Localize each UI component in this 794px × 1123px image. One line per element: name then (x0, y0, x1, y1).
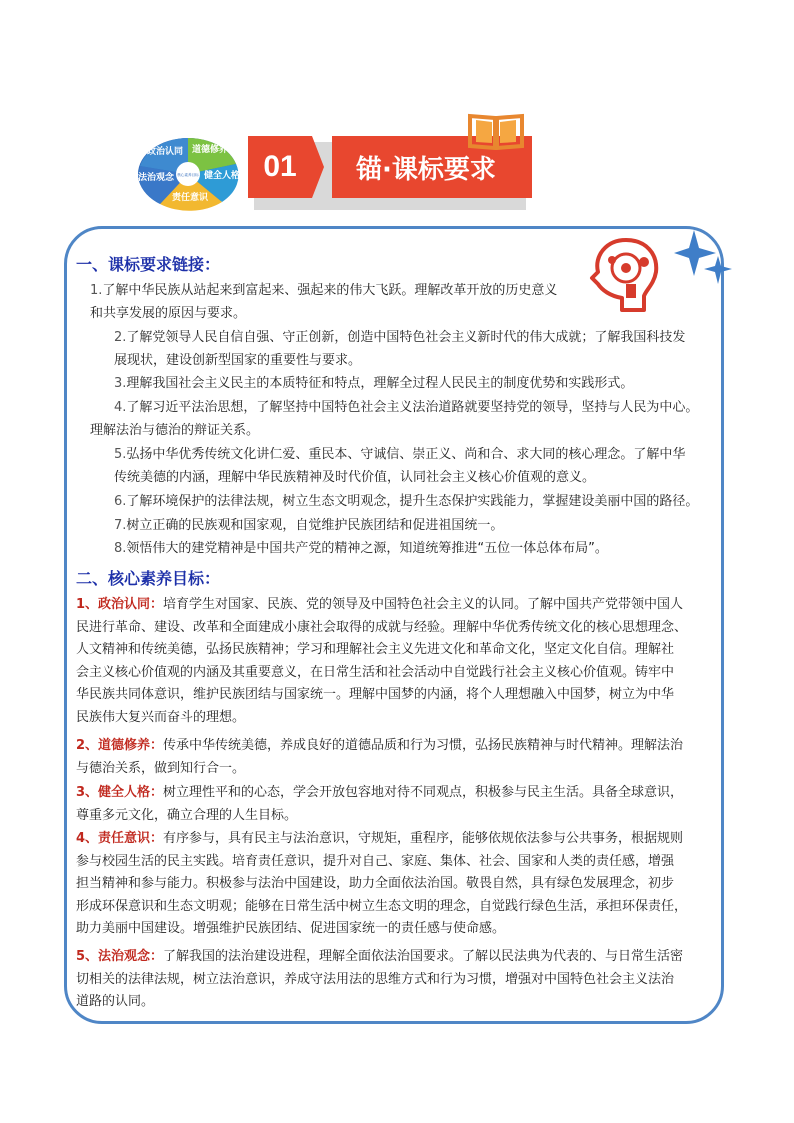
goal-label: 3、健全人格： (76, 785, 164, 800)
section1-title: 一、课标要求链接： (76, 255, 221, 274)
standard-item-text: 了解中华民族从站起来到富起来、强起来的伟大飞跃。理解改革开放的历史意义 (102, 283, 558, 298)
goal-line: 与德治关系，做到知行合一。 (76, 760, 246, 776)
open-book-icon (466, 108, 526, 150)
core-literacy-wheel-icon (136, 136, 240, 212)
banner-title: 锚·课标要求 (332, 136, 532, 198)
goal-line: 传承中华传统美德，养成良好的道德品质和行为习惯，弘扬民族精神与时代精神。理解法治 (163, 738, 684, 753)
wheel-segment-2: 健全人格 (204, 171, 240, 181)
goal-line: 担当精神和参与能力。积极参与法治中国建设，助力全面依法治国。敬畏自然，具有绿色发展理念，初步 (76, 876, 675, 892)
standard-item-4-cont: 理解法治与德治的辩证关系。 (90, 423, 260, 438)
goal-label: 1、政治认同： (76, 597, 164, 612)
goal-line: 民族伟大复兴而奋斗的理想。 (76, 709, 246, 725)
goal-sense-of-responsibility (76, 828, 722, 941)
goal-line: 了解我国的法治建设进程，理解全面依法治国要求。了解以民法典为代表的、与日常生活密 (163, 949, 684, 964)
standard-item-3 (114, 372, 734, 395)
goal-line: 民进行革命、建设、改革和全面建成小康社会取得的成就与经验。理解中华优秀传统文化的核心思想理念、 (76, 619, 688, 635)
standard-item-text: 弘扬中华优秀传统文化讲仁爱、重民本、守诚信、崇正义、尚和合、求大同的核心理念。了解中华 (126, 447, 686, 462)
wheel-segment-0: 政治认同 (147, 147, 184, 157)
head-gears-icon (588, 234, 664, 314)
goal-line: 尊重多元文化，确立合理的人生目标。 (76, 807, 298, 823)
standard-item-4 (114, 396, 738, 419)
standard-item-text: 了解环境保护的法律法规，树立生态文明观念，提升生态保护实践能力，掌握建设美丽中国的路径。 (126, 494, 699, 509)
standard-item-text: 了解党领导人民自信自强、守正创新，创造中国特色社会主义新时代的伟大成就；了解我国科技发 (126, 330, 686, 345)
standard-item-text: 领悟伟大的建党精神是中国共产党的精神之源，知道统筹推进“五位一体总体布局”。 (126, 541, 608, 556)
standard-item-1 (90, 279, 588, 302)
standard-item-5 (114, 443, 734, 466)
standard-item-text: 理解我国社会主义民主的本质特征和特点，理解全过程人民民主的制度优势和实践形式。 (126, 376, 634, 391)
wheel-center: 核心素养目标 (177, 173, 199, 177)
standard-item-2 (114, 326, 734, 349)
standard-item-number: 7. (114, 518, 127, 533)
goal-sound-personality (76, 782, 722, 827)
standard-item-5-cont: 传统美德的内涵，理解中华民族精神及时代价值，认同社会主义核心价值观的意义。 (114, 470, 596, 485)
goal-line: 有序参与，具有民主与法治意识，守规矩，重程序，能够依规依法参与公共事务，根据规则 (163, 831, 684, 846)
banner-arrow (312, 136, 324, 198)
goal-line: 切相关的法律法规，树立法治意识，养成守法用法的思维方式和行为习惯，增强对中国特色社会主义法治 (76, 971, 675, 987)
standard-item-number: 8. (114, 541, 127, 556)
goal-line: 参与校园生活的民主实践。培育责任意识，提升对自己、家庭、集体、社会、国家和人类的责任感，增强 (76, 853, 675, 869)
standard-item-1-cont: 和共享发展的原因与要求。 (90, 306, 247, 321)
goal-line: 助力美丽中国建设。增强维护民族团结、促进国家统一的责任感与使命感。 (76, 921, 506, 937)
goal-line: 形成环保意识和生态文明观；能够在日常生活中树立生态文明的理念，自觉践行绿色生活，承担环保责任， (76, 898, 688, 914)
standard-item-number: 4. (114, 400, 127, 415)
standard-item-number: 1. (90, 283, 103, 298)
wheel-segment-1: 道德修养 (192, 145, 229, 155)
standard-item-number: 6. (114, 494, 127, 509)
goal-line: 华民族共同体意识，维护民族团结与国家统一。理解中国梦的内涵，将个人理想融入中国梦，树立为中华 (76, 687, 675, 703)
goal-label: 4、责任意识： (76, 831, 164, 846)
goal-line: 会主义核心价值观的内涵及其重要意义，在日常生活和社会活动中自觉践行社会主义核心价值观。铸牢中 (76, 664, 675, 680)
goal-moral-cultivation (76, 735, 722, 780)
sparkle-star-icon (672, 226, 736, 290)
wheel-segment-3: 责任意识 (172, 193, 209, 203)
standard-item-number: 2. (114, 330, 127, 345)
goal-political-identity (76, 594, 722, 730)
standard-item-8 (114, 537, 714, 560)
goal-line: 人文精神和传统美德，弘扬民族精神；学习和理解社会主义先进文化和革命文化，坚定文化自信。理解社 (76, 642, 675, 658)
goal-label: 2、道德修养： (76, 738, 164, 753)
standard-item-number: 5. (114, 447, 127, 462)
section2-title: 二、核心素养目标： (76, 569, 221, 588)
goal-rule-of-law (76, 946, 722, 1014)
standard-item-text: 了解习近平法治思想，了解坚持中国特色社会主义法治道路就要坚持党的领导，坚持与人民为中心。 (126, 400, 699, 415)
standard-item-number: 3. (114, 376, 127, 391)
standard-item-2-cont: 展现状，建设创新型国家的重要性与要求。 (114, 353, 362, 368)
standard-item-6 (114, 490, 738, 513)
goal-line: 道路的认同。 (76, 994, 155, 1010)
wheel-segment-4: 法治观念 (138, 173, 175, 183)
goal-line: 树立理性平和的心态，学会开放包容地对待不同观点，积极参与民主生活。具备全球意识， (163, 785, 684, 800)
standard-item-7 (114, 514, 714, 537)
standard-item-text: 树立正确的民族观和国家观，自觉维护民族团结和促进祖国统一。 (126, 518, 504, 533)
banner-number: 01 (248, 136, 312, 198)
goal-line: 培育学生对国家、民族、党的领导及中国特色社会主义的认同。了解中国共产党带领中国人 (163, 597, 684, 612)
goal-label: 5、法治观念： (76, 949, 164, 964)
